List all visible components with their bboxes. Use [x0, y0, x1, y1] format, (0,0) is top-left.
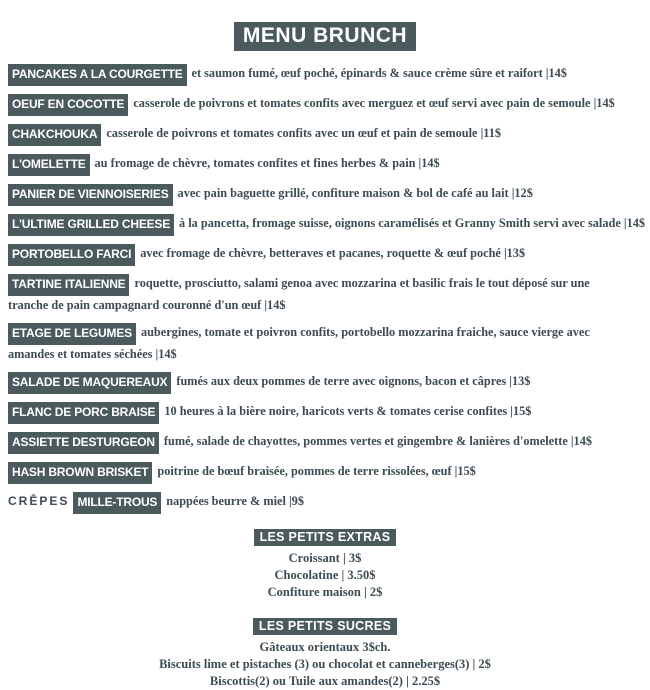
- section-line: Confiture maison | 2$: [267, 585, 383, 599]
- section-line: Gâteaux orientaux 3$ch.: [259, 640, 391, 654]
- section-line: Chocolatine | 3.50$: [274, 568, 376, 582]
- menu-item-desc: nappées beurre & miel |9$: [166, 494, 304, 508]
- menu-item-desc: casserole de poivrons et tomates confits avec un œuf et pain de semoule |11$: [106, 126, 502, 140]
- menu-item-label: MILLE-TROUS: [73, 492, 161, 514]
- menu-item: [8, 64, 648, 86]
- menu-items: [0, 64, 650, 514]
- menu-item-desc: au fromage de chèvre, tomates confites et fines herbes & pain |14$: [94, 156, 440, 170]
- menu-item: [8, 124, 648, 146]
- menu-item: [8, 402, 648, 424]
- section-title: LES PETITS EXTRAS: [254, 529, 397, 546]
- menu-item: [8, 274, 628, 315]
- menu-item-desc: casserole de poivrons et tomates confits avec merguez et œuf servi avec pain de semoule |14$: [133, 96, 615, 110]
- menu-item-desc: fumé, salade de chayottes, pommes vertes et gingembre & lanières d'omelette |14$: [163, 434, 592, 448]
- menu-sections: [0, 528, 650, 690]
- menu-item: [8, 432, 648, 454]
- menu-item-label: ETAGE DE LEGUMES: [8, 323, 136, 345]
- menu-item-desc: fumés aux deux pommes de terre avec oignons, bacon et câpres |13$: [176, 374, 531, 388]
- menu-item-desc: avec fromage de chèvre, betteraves et pacanes, roquette & œuf poché |13$: [140, 246, 526, 260]
- title-row: [0, 22, 650, 51]
- menu-item: [8, 154, 648, 176]
- menu-item-label: PORTOBELLO FARCI: [8, 244, 135, 266]
- menu-item-label: L'ULTIME GRILLED CHEESE: [8, 214, 174, 236]
- menu-item: [8, 94, 648, 116]
- menu-item-desc: à la pancetta, fromage suisse, oignons caramélisés et Granny Smith servi avec salade |14$: [179, 216, 646, 230]
- section-title: LES PETITS SUCRES: [253, 618, 397, 635]
- menu-item-desc: avec pain baguette grillé, confiture maison & bol de café au lait |12$: [177, 186, 533, 200]
- menu-item-label-plain: CRÊPES: [8, 494, 70, 508]
- menu-item-desc: 10 heures à la bière noire, haricots verts & tomates cerise confites |15$: [164, 404, 532, 418]
- menu-item-desc: poitrine de bœuf braisée, pommes de terre rissolées, œuf |15$: [157, 464, 476, 478]
- menu-item-label: CHAKCHOUKA: [8, 124, 101, 146]
- menu-item: [8, 184, 648, 206]
- menu-item: [8, 462, 648, 484]
- menu-item-desc: roquette, prosciutto, salami genoa avec mozzarina et basilic frais le tout déposé sur une tranche de pain campagnard couronné d'un œuf |14$: [8, 276, 590, 312]
- menu-item-label: SALADE DE MAQUEREAUX: [8, 372, 171, 394]
- menu-item: [8, 214, 648, 236]
- menu-item-desc: aubergines, tomate et poivron confits, portobello mozzarina fraiche, sauce vierge avec amandes et tomates séchées |14$: [8, 325, 590, 361]
- menu-item-label: OEUF EN COCOTTE: [8, 94, 128, 116]
- menu-item-label: PANIER DE VIENNOISERIES: [8, 184, 173, 206]
- menu-section: [0, 528, 650, 601]
- section-line: Biscuits lime et pistaches (3) ou chocolat et canneberges(3) | 2$: [159, 657, 491, 671]
- menu-item: [8, 244, 648, 266]
- menu-item: [8, 372, 648, 394]
- menu-item-desc: et saumon fumé, œuf poché, épinards & sauce crème sûre et raifort |14$: [191, 66, 567, 80]
- menu-item-label: HASH BROWN BRISKET: [8, 462, 152, 484]
- menu-item-label: FLANC DE PORC BRAISE: [8, 402, 159, 424]
- section-line: Biscottis(2) ou Tuile aux amandes(2) | 2.25$: [209, 674, 441, 688]
- menu-item-label: PANCAKES A LA COURGETTE: [8, 64, 187, 86]
- section-line: Croissant | 3$: [288, 551, 362, 565]
- menu-item-label: ASSIETTE DESTURGEON: [8, 432, 159, 454]
- section-title-row: [0, 617, 650, 639]
- section-title-row: [0, 528, 650, 550]
- menu-section: [0, 617, 650, 690]
- menu-item: [8, 492, 648, 514]
- menu-item: [8, 323, 628, 364]
- menu-item-label: TARTINE ITALIENNE: [8, 274, 129, 296]
- page-title: MENU BRUNCH: [234, 22, 416, 51]
- menu-item-label: L'OMELETTE: [8, 154, 90, 176]
